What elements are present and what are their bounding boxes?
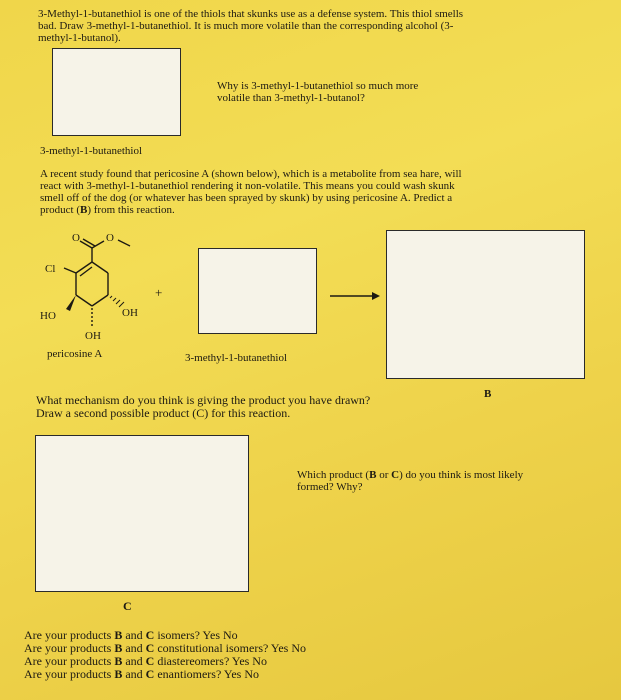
reagent-drawing-box[interactable]: [198, 248, 317, 334]
chlorine-label: Cl: [45, 263, 56, 275]
isomer-questions: [24, 629, 306, 681]
volatility-line-1: Why is 3-methyl-1-butanethiol so much more: [217, 80, 419, 92]
study-text: [40, 168, 615, 216]
product-b-box[interactable]: [386, 230, 585, 379]
isomer-question-1: Are your products B and C isomers? Yes No: [24, 628, 238, 642]
carbonyl-oxygen-label: O: [72, 232, 80, 244]
study-line-1: A recent study found that pericosine A (shown below), which is a metabolite from sea hare, will: [40, 168, 462, 180]
isomer-question-3: Are your products B and C diastereomers? Yes No: [24, 654, 267, 668]
thiol-box-caption: 3-methyl-1-butanethiol: [40, 145, 143, 157]
likely-line-1: Which product (B or C) do you think is most likely: [297, 469, 524, 481]
mechanism-line-1: What mechanism do you think is giving the product you have drawn?: [36, 393, 371, 407]
hydroxyl-left-label: HO: [40, 310, 56, 322]
intro-line-2: bad. Draw 3-methyl-1-butanethiol. It is much more volatile than the corresponding alcohol (3-: [38, 20, 454, 32]
reagent-name: 3-methyl-1-butanethiol: [185, 352, 288, 364]
product-b-label: B: [484, 388, 492, 400]
thiol-drawing-box[interactable]: [52, 48, 181, 136]
hydroxyl-bottom-label: OH: [85, 330, 101, 342]
likely-product-question: [297, 469, 523, 493]
likely-line-2: formed? Why?: [297, 481, 363, 493]
isomer-question-2: Are your products B and C constitutional isomers? Yes No: [24, 641, 306, 655]
study-line-3: smell off of the dog (or whatever has been sprayed by skunk) by using pericosine A. Predict a: [40, 192, 453, 204]
ester-oxygen-label: O: [106, 232, 114, 244]
intro-line-1: 3-Methyl-1-butanethiol is one of the thiols that skunks use as a defense system. This thiol smells: [38, 8, 464, 20]
intro-line-3: methyl-1-butanol).: [38, 32, 121, 44]
study-line-2: react with 3-methyl-1-butanethiol rendering it non-volatile. This means you could wash skunk: [40, 180, 455, 192]
mechanism-line-2: Draw a second possible product (C) for this reaction.: [36, 406, 291, 420]
product-c-label: C: [123, 599, 132, 613]
pericosine-a-name: pericosine A: [47, 348, 103, 360]
study-line-4: product (B) from this reaction.: [40, 204, 175, 216]
plus-sign: +: [155, 285, 163, 300]
hydroxyl-right-label: OH: [122, 307, 138, 319]
isomer-question-4: Are your products B and C enantiomers? Yes No: [24, 667, 259, 681]
volatility-line-2: volatile than 3-methyl-1-butanol?: [217, 92, 365, 104]
volatility-question: [217, 80, 418, 104]
intro-text: [38, 8, 613, 44]
product-c-box[interactable]: [35, 435, 249, 592]
mechanism-text: [36, 394, 370, 420]
